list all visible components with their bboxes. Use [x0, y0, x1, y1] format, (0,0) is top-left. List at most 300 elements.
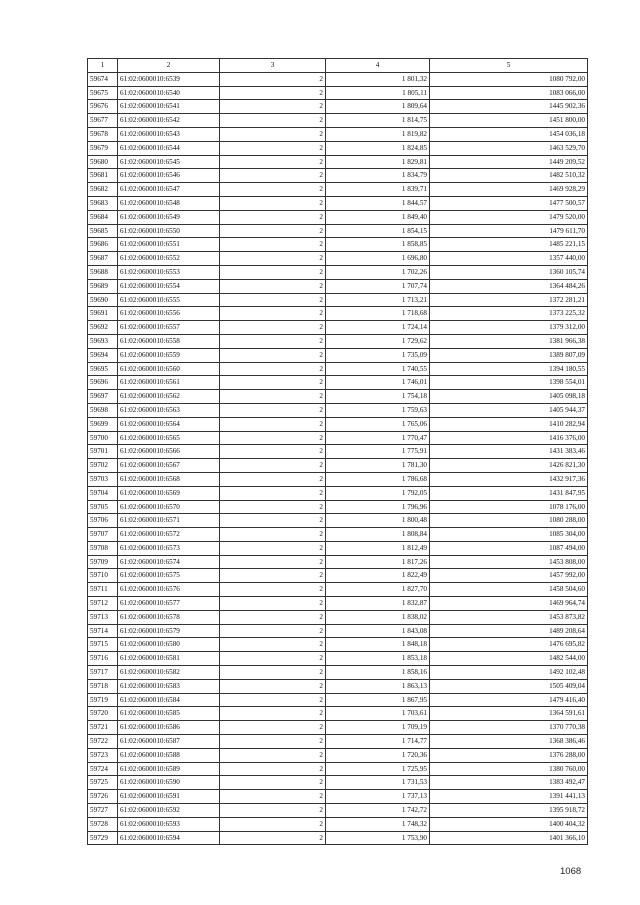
area-cell: 1 867,95 [326, 693, 430, 707]
cadastral-number-cell: 61:02:0600010:6540 [118, 86, 220, 100]
table-row [88, 528, 588, 542]
count-cell: 2 [220, 569, 326, 583]
row-number-cell: 59692 [88, 321, 118, 335]
area-cell: 1 748,32 [326, 817, 430, 831]
count-cell: 2 [220, 169, 326, 183]
table-row [88, 831, 588, 845]
cadastral-number-cell: 61:02:0600010:6589 [118, 762, 220, 776]
count-cell: 2 [220, 348, 326, 362]
table-row [88, 514, 588, 528]
register-table [87, 58, 588, 845]
column-header-5: 5 [430, 59, 588, 73]
row-number-cell: 59728 [88, 817, 118, 831]
area-cell: 1 796,96 [326, 500, 430, 514]
cadastral-number-cell: 61:02:0600010:6593 [118, 817, 220, 831]
count-cell: 2 [220, 486, 326, 500]
table-row [88, 652, 588, 666]
area-cell: 1 720,36 [326, 748, 430, 762]
value-cell: 1400 404,32 [430, 817, 588, 831]
area-cell: 1 770,47 [326, 431, 430, 445]
cadastral-number-cell: 61:02:0600010:6544 [118, 141, 220, 155]
value-cell: 1360 105,74 [430, 265, 588, 279]
table-row [88, 707, 588, 721]
table-row [88, 472, 588, 486]
count-cell: 2 [220, 693, 326, 707]
area-cell: 1 814,75 [326, 114, 430, 128]
row-number-cell: 59690 [88, 293, 118, 307]
value-cell: 1454 036,18 [430, 127, 588, 141]
count-cell: 2 [220, 638, 326, 652]
table-row [88, 804, 588, 818]
table-row [88, 390, 588, 404]
count-cell: 2 [220, 459, 326, 473]
table-row [88, 431, 588, 445]
table-row [88, 721, 588, 735]
count-cell: 2 [220, 514, 326, 528]
area-cell: 1 775,91 [326, 445, 430, 459]
value-cell: 1505 409,04 [430, 679, 588, 693]
area-cell: 1 753,90 [326, 831, 430, 845]
value-cell: 1391 441,13 [430, 790, 588, 804]
area-cell: 1 800,48 [326, 514, 430, 528]
table-row [88, 279, 588, 293]
row-number-cell: 59716 [88, 652, 118, 666]
cadastral-number-cell: 61:02:0600010:6551 [118, 238, 220, 252]
row-number-cell: 59678 [88, 127, 118, 141]
cadastral-number-cell: 61:02:0600010:6568 [118, 472, 220, 486]
column-header-2: 2 [118, 59, 220, 73]
area-cell: 1 819,82 [326, 127, 430, 141]
cadastral-number-cell: 61:02:0600010:6591 [118, 790, 220, 804]
value-cell: 1477 500,57 [430, 196, 588, 210]
row-number-cell: 59688 [88, 265, 118, 279]
value-cell: 1373 225,32 [430, 307, 588, 321]
area-cell: 1 703,61 [326, 707, 430, 721]
count-cell: 2 [220, 224, 326, 238]
area-cell: 1 746,01 [326, 376, 430, 390]
value-cell: 1080 792,00 [430, 72, 588, 86]
cadastral-number-cell: 61:02:0600010:6580 [118, 638, 220, 652]
area-cell: 1 843,08 [326, 624, 430, 638]
count-cell: 2 [220, 445, 326, 459]
value-cell: 1398 554,01 [430, 376, 588, 390]
row-number-cell: 59720 [88, 707, 118, 721]
row-number-cell: 59722 [88, 735, 118, 749]
area-cell: 1 696,80 [326, 252, 430, 266]
area-cell: 1 844,57 [326, 196, 430, 210]
table-row [88, 307, 588, 321]
area-cell: 1 801,32 [326, 72, 430, 86]
table-body [88, 72, 588, 845]
row-number-cell: 59729 [88, 831, 118, 845]
row-number-cell: 59726 [88, 790, 118, 804]
value-cell: 1405 944,37 [430, 403, 588, 417]
cadastral-number-cell: 61:02:0600010:6547 [118, 183, 220, 197]
count-cell: 2 [220, 72, 326, 86]
value-cell: 1445 902,36 [430, 100, 588, 114]
table-row [88, 86, 588, 100]
area-cell: 1 735,09 [326, 348, 430, 362]
table-row [88, 348, 588, 362]
row-number-cell: 59685 [88, 224, 118, 238]
table-row [88, 196, 588, 210]
count-cell: 2 [220, 831, 326, 845]
table-row [88, 238, 588, 252]
table-row [88, 624, 588, 638]
row-number-cell: 59684 [88, 210, 118, 224]
value-cell: 1479 416,40 [430, 693, 588, 707]
row-number-cell: 59693 [88, 334, 118, 348]
table-row [88, 183, 588, 197]
area-cell: 1 838,02 [326, 610, 430, 624]
row-number-cell: 59724 [88, 762, 118, 776]
cadastral-number-cell: 61:02:0600010:6562 [118, 390, 220, 404]
area-cell: 1 786,68 [326, 472, 430, 486]
area-cell: 1 740,55 [326, 362, 430, 376]
table-row [88, 569, 588, 583]
count-cell: 2 [220, 528, 326, 542]
area-cell: 1 854,15 [326, 224, 430, 238]
area-cell: 1 781,30 [326, 459, 430, 473]
cadastral-number-cell: 61:02:0600010:6581 [118, 652, 220, 666]
table-row [88, 362, 588, 376]
cadastral-number-cell: 61:02:0600010:6563 [118, 403, 220, 417]
table-row [88, 252, 588, 266]
value-cell: 1457 992,00 [430, 569, 588, 583]
count-cell: 2 [220, 321, 326, 335]
row-number-cell: 59674 [88, 72, 118, 86]
count-cell: 2 [220, 307, 326, 321]
cadastral-number-cell: 61:02:0600010:6552 [118, 252, 220, 266]
table-row [88, 155, 588, 169]
area-cell: 1 742,72 [326, 804, 430, 818]
count-cell: 2 [220, 86, 326, 100]
row-number-cell: 59718 [88, 679, 118, 693]
value-cell: 1364 484,26 [430, 279, 588, 293]
value-cell: 1372 281,21 [430, 293, 588, 307]
value-cell: 1492 102,48 [430, 666, 588, 680]
area-cell: 1 707,74 [326, 279, 430, 293]
count-cell: 2 [220, 817, 326, 831]
table-row [88, 265, 588, 279]
cadastral-number-cell: 61:02:0600010:6594 [118, 831, 220, 845]
cadastral-number-cell: 61:02:0600010:6576 [118, 583, 220, 597]
row-number-cell: 59704 [88, 486, 118, 500]
area-cell: 1 709,19 [326, 721, 430, 735]
table-row [88, 417, 588, 431]
row-number-cell: 59703 [88, 472, 118, 486]
area-cell: 1 718,68 [326, 307, 430, 321]
count-cell: 2 [220, 610, 326, 624]
cadastral-number-cell: 61:02:0600010:6561 [118, 376, 220, 390]
row-number-cell: 59710 [88, 569, 118, 583]
area-cell: 1 824,85 [326, 141, 430, 155]
row-number-cell: 59699 [88, 417, 118, 431]
table-row [88, 610, 588, 624]
value-cell: 1364 591,61 [430, 707, 588, 721]
value-cell: 1416 376,00 [430, 431, 588, 445]
table-row [88, 127, 588, 141]
cadastral-number-cell: 61:02:0600010:6556 [118, 307, 220, 321]
value-cell: 1482 510,32 [430, 169, 588, 183]
cadastral-number-cell: 61:02:0600010:6558 [118, 334, 220, 348]
value-cell: 1370 770,38 [430, 721, 588, 735]
table-row [88, 100, 588, 114]
row-number-cell: 59695 [88, 362, 118, 376]
count-cell: 2 [220, 624, 326, 638]
row-number-cell: 59694 [88, 348, 118, 362]
row-number-cell: 59698 [88, 403, 118, 417]
row-number-cell: 59719 [88, 693, 118, 707]
count-cell: 2 [220, 376, 326, 390]
cadastral-number-cell: 61:02:0600010:6542 [118, 114, 220, 128]
column-header-4: 4 [326, 59, 430, 73]
count-cell: 2 [220, 210, 326, 224]
column-header-3: 3 [220, 59, 326, 73]
header-row [88, 59, 588, 73]
value-cell: 1381 966,38 [430, 334, 588, 348]
table-row [88, 748, 588, 762]
table-row [88, 500, 588, 514]
area-cell: 1 848,18 [326, 638, 430, 652]
value-cell: 1458 504,60 [430, 583, 588, 597]
value-cell: 1410 282,94 [430, 417, 588, 431]
table-row [88, 403, 588, 417]
row-number-cell: 59723 [88, 748, 118, 762]
cadastral-number-cell: 61:02:0600010:6553 [118, 265, 220, 279]
area-cell: 1 853,18 [326, 652, 430, 666]
row-number-cell: 59714 [88, 624, 118, 638]
count-cell: 2 [220, 472, 326, 486]
value-cell: 1379 312,00 [430, 321, 588, 335]
row-number-cell: 59708 [88, 541, 118, 555]
value-cell: 1469 964,74 [430, 597, 588, 611]
count-cell: 2 [220, 293, 326, 307]
row-number-cell: 59712 [88, 597, 118, 611]
count-cell: 2 [220, 707, 326, 721]
count-cell: 2 [220, 735, 326, 749]
row-number-cell: 59683 [88, 196, 118, 210]
cadastral-number-cell: 61:02:0600010:6541 [118, 100, 220, 114]
value-cell: 1087 494,00 [430, 541, 588, 555]
cadastral-number-cell: 61:02:0600010:6585 [118, 707, 220, 721]
area-cell: 1 805,11 [326, 86, 430, 100]
table-row [88, 638, 588, 652]
count-cell: 2 [220, 804, 326, 818]
row-number-cell: 59715 [88, 638, 118, 652]
row-number-cell: 59721 [88, 721, 118, 735]
cadastral-number-cell: 61:02:0600010:6571 [118, 514, 220, 528]
table-row [88, 597, 588, 611]
area-cell: 1 812,49 [326, 541, 430, 555]
row-number-cell: 59677 [88, 114, 118, 128]
value-cell: 1368 386,46 [430, 735, 588, 749]
count-cell: 2 [220, 141, 326, 155]
table-row [88, 735, 588, 749]
cadastral-number-cell: 61:02:0600010:6555 [118, 293, 220, 307]
value-cell: 1469 928,29 [430, 183, 588, 197]
value-cell: 1383 492,47 [430, 776, 588, 790]
table-row [88, 666, 588, 680]
table-row [88, 376, 588, 390]
cadastral-number-cell: 61:02:0600010:6570 [118, 500, 220, 514]
cadastral-number-cell: 61:02:0600010:6586 [118, 721, 220, 735]
value-cell: 1405 098,18 [430, 390, 588, 404]
count-cell: 2 [220, 362, 326, 376]
table-row [88, 693, 588, 707]
area-cell: 1 765,06 [326, 417, 430, 431]
table-row [88, 72, 588, 86]
row-number-cell: 59717 [88, 666, 118, 680]
row-number-cell: 59706 [88, 514, 118, 528]
count-cell: 2 [220, 790, 326, 804]
row-number-cell: 59686 [88, 238, 118, 252]
table-row [88, 114, 588, 128]
value-cell: 1376 288,00 [430, 748, 588, 762]
count-cell: 2 [220, 100, 326, 114]
count-cell: 2 [220, 252, 326, 266]
cadastral-number-cell: 61:02:0600010:6583 [118, 679, 220, 693]
area-cell: 1 725,95 [326, 762, 430, 776]
area-cell: 1 858,85 [326, 238, 430, 252]
table-row [88, 790, 588, 804]
row-number-cell: 59682 [88, 183, 118, 197]
area-cell: 1 822,49 [326, 569, 430, 583]
cadastral-number-cell: 61:02:0600010:6566 [118, 445, 220, 459]
count-cell: 2 [220, 652, 326, 666]
row-number-cell: 59687 [88, 252, 118, 266]
table-row [88, 169, 588, 183]
cadastral-number-cell: 61:02:0600010:6545 [118, 155, 220, 169]
row-number-cell: 59709 [88, 555, 118, 569]
table-row [88, 583, 588, 597]
cadastral-number-cell: 61:02:0600010:6548 [118, 196, 220, 210]
value-cell: 1449 209,52 [430, 155, 588, 169]
area-cell: 1 858,16 [326, 666, 430, 680]
area-cell: 1 713,21 [326, 293, 430, 307]
table-row [88, 459, 588, 473]
cadastral-number-cell: 61:02:0600010:6590 [118, 776, 220, 790]
cadastral-number-cell: 61:02:0600010:6592 [118, 804, 220, 818]
area-cell: 1 827,70 [326, 583, 430, 597]
value-cell: 1078 176,00 [430, 500, 588, 514]
row-number-cell: 59707 [88, 528, 118, 542]
table-row [88, 293, 588, 307]
table-row [88, 541, 588, 555]
value-cell: 1401 366,10 [430, 831, 588, 845]
value-cell: 1479 611,70 [430, 224, 588, 238]
row-number-cell: 59696 [88, 376, 118, 390]
area-cell: 1 754,18 [326, 390, 430, 404]
row-number-cell: 59675 [88, 86, 118, 100]
table-row [88, 679, 588, 693]
value-cell: 1479 520,00 [430, 210, 588, 224]
cadastral-number-cell: 61:02:0600010:6588 [118, 748, 220, 762]
row-number-cell: 59727 [88, 804, 118, 818]
row-number-cell: 59711 [88, 583, 118, 597]
cadastral-number-cell: 61:02:0600010:6578 [118, 610, 220, 624]
table-row [88, 445, 588, 459]
value-cell: 1431 383,46 [430, 445, 588, 459]
cadastral-number-cell: 61:02:0600010:6543 [118, 127, 220, 141]
count-cell: 2 [220, 776, 326, 790]
count-cell: 2 [220, 403, 326, 417]
cadastral-number-cell: 61:02:0600010:6577 [118, 597, 220, 611]
row-number-cell: 59702 [88, 459, 118, 473]
table-row [88, 334, 588, 348]
row-number-cell: 59700 [88, 431, 118, 445]
table-row [88, 224, 588, 238]
value-cell: 1485 221,15 [430, 238, 588, 252]
area-cell: 1 863,13 [326, 679, 430, 693]
value-cell: 1463 529,70 [430, 141, 588, 155]
area-cell: 1 849,40 [326, 210, 430, 224]
count-cell: 2 [220, 666, 326, 680]
area-cell: 1 832,87 [326, 597, 430, 611]
area-cell: 1 809,64 [326, 100, 430, 114]
table-row [88, 555, 588, 569]
value-cell: 1357 440,00 [430, 252, 588, 266]
value-cell: 1395 918,72 [430, 804, 588, 818]
value-cell: 1432 917,36 [430, 472, 588, 486]
value-cell: 1489 208,64 [430, 624, 588, 638]
cadastral-number-cell: 61:02:0600010:6546 [118, 169, 220, 183]
value-cell: 1482 544,00 [430, 652, 588, 666]
area-cell: 1 792,05 [326, 486, 430, 500]
row-number-cell: 59689 [88, 279, 118, 293]
area-cell: 1 737,13 [326, 790, 430, 804]
count-cell: 2 [220, 500, 326, 514]
page-number: 1068 [560, 866, 582, 877]
value-cell: 1451 800,00 [430, 114, 588, 128]
area-cell: 1 729,62 [326, 334, 430, 348]
cadastral-number-cell: 61:02:0600010:6565 [118, 431, 220, 445]
cadastral-number-cell: 61:02:0600010:6587 [118, 735, 220, 749]
count-cell: 2 [220, 748, 326, 762]
count-cell: 2 [220, 390, 326, 404]
table-row [88, 486, 588, 500]
count-cell: 2 [220, 127, 326, 141]
table-row [88, 817, 588, 831]
cadastral-number-cell: 61:02:0600010:6567 [118, 459, 220, 473]
cadastral-number-cell: 61:02:0600010:6572 [118, 528, 220, 542]
count-cell: 2 [220, 583, 326, 597]
table-row [88, 762, 588, 776]
count-cell: 2 [220, 196, 326, 210]
cadastral-number-cell: 61:02:0600010:6557 [118, 321, 220, 335]
value-cell: 1380 760,00 [430, 762, 588, 776]
area-cell: 1 724,14 [326, 321, 430, 335]
value-cell: 1389 807,09 [430, 348, 588, 362]
cadastral-number-cell: 61:02:0600010:6579 [118, 624, 220, 638]
cadastral-number-cell: 61:02:0600010:6559 [118, 348, 220, 362]
area-cell: 1 839,71 [326, 183, 430, 197]
cadastral-number-cell: 61:02:0600010:6573 [118, 541, 220, 555]
row-number-cell: 59725 [88, 776, 118, 790]
count-cell: 2 [220, 555, 326, 569]
value-cell: 1426 821,30 [430, 459, 588, 473]
count-cell: 2 [220, 183, 326, 197]
row-number-cell: 59676 [88, 100, 118, 114]
row-number-cell: 59713 [88, 610, 118, 624]
value-cell: 1476 695,82 [430, 638, 588, 652]
row-number-cell: 59697 [88, 390, 118, 404]
area-cell: 1 714,77 [326, 735, 430, 749]
cadastral-number-cell: 61:02:0600010:6564 [118, 417, 220, 431]
cadastral-number-cell: 61:02:0600010:6549 [118, 210, 220, 224]
value-cell: 1085 304,00 [430, 528, 588, 542]
count-cell: 2 [220, 114, 326, 128]
